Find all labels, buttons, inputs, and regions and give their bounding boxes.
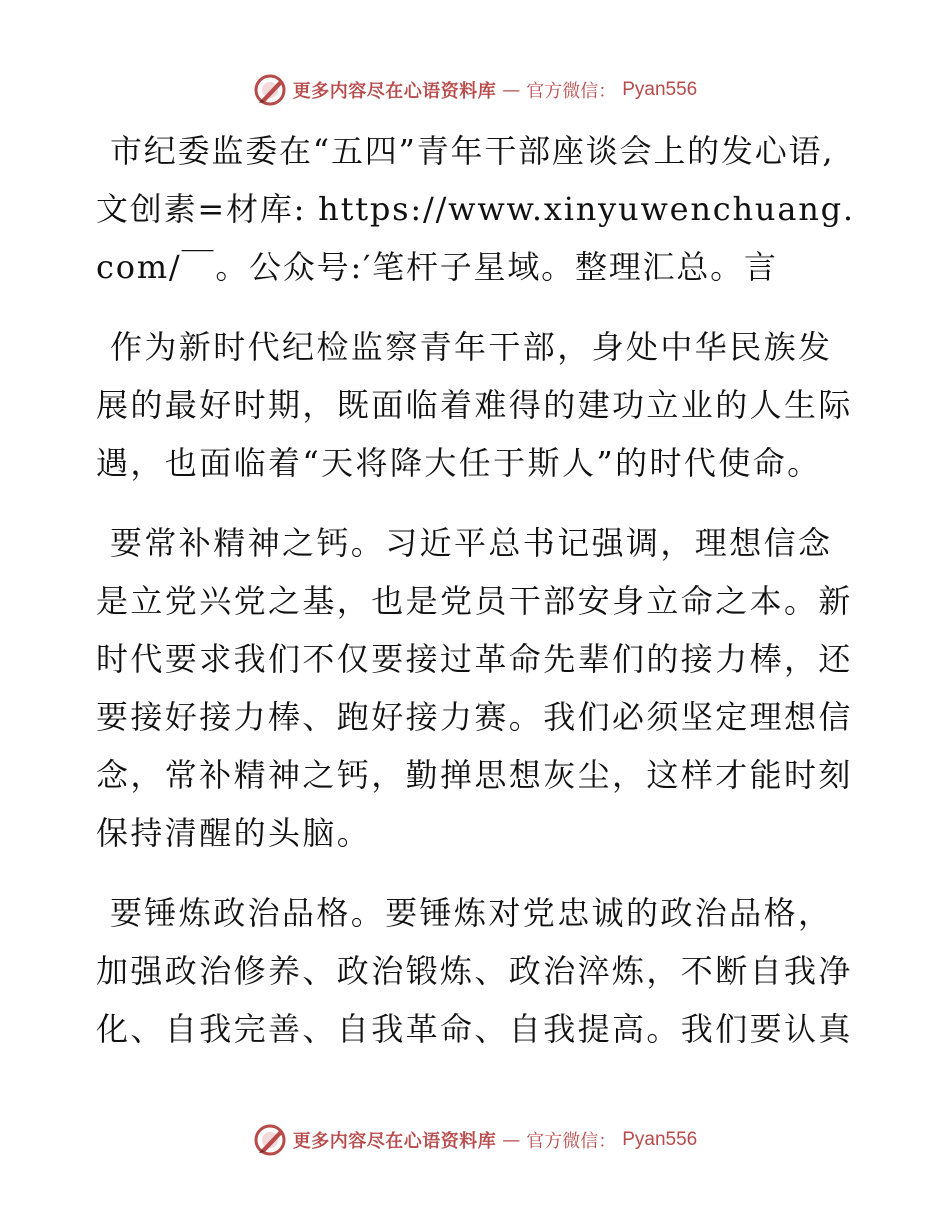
header-banner: [0, 70, 950, 110]
banner-wechat-label: 官方微信：: [526, 81, 617, 102]
banner-title: 更多内容尽在心语资料库: [292, 1131, 497, 1152]
paragraph: 要锤炼政治品格。要锤炼对党忠诚的政治品格，加强政治修养、政治锻炼、政治淬炼，不断自我净化、自我完善、自我革命、自我提高。我们要认真: [96, 894, 853, 1048]
paragraph: 要常补精神之钙。习近平总书记强调，理想信念是立党兴党之基，也是党员干部安身立命之本。新时代要求我们不仅要接过革命先辈们的接力棒，还要接好接力棒、跑好接力赛。我们必须坚定理想信念，常补精神之钙，勤掸思想灰尘，这样才能时刻保持清醒的头脑。: [96, 524, 853, 852]
pen-logo-icon: [253, 1123, 287, 1157]
banner-wechat-id: Pyan556: [622, 1129, 698, 1150]
banner-separator: —: [502, 79, 521, 101]
pen-logo-icon: [253, 73, 287, 107]
footer-banner: [0, 1120, 950, 1160]
paragraph-intro: 市纪委监委在“五四”青年干部座谈会上的发心语,文创素=材库: https://www.xinyuwenchuang.com/￣。公众号:′笔杆子星域。整理汇总。言: [96, 132, 855, 286]
banner-wechat-label: 官方微信：: [526, 1131, 617, 1152]
banner-separator: —: [502, 1129, 521, 1151]
document-body: [96, 122, 856, 1080]
banner-wechat-id: Pyan556: [622, 79, 698, 100]
banner-title: 更多内容尽在心语资料库: [292, 81, 497, 102]
paragraph: 作为新时代纪检监察青年干部，身处中华民族发展的最好时期，既面临着难得的建功立业的人生际遇，也面临着“天将降大任于斯人”的时代使命。: [96, 328, 853, 482]
